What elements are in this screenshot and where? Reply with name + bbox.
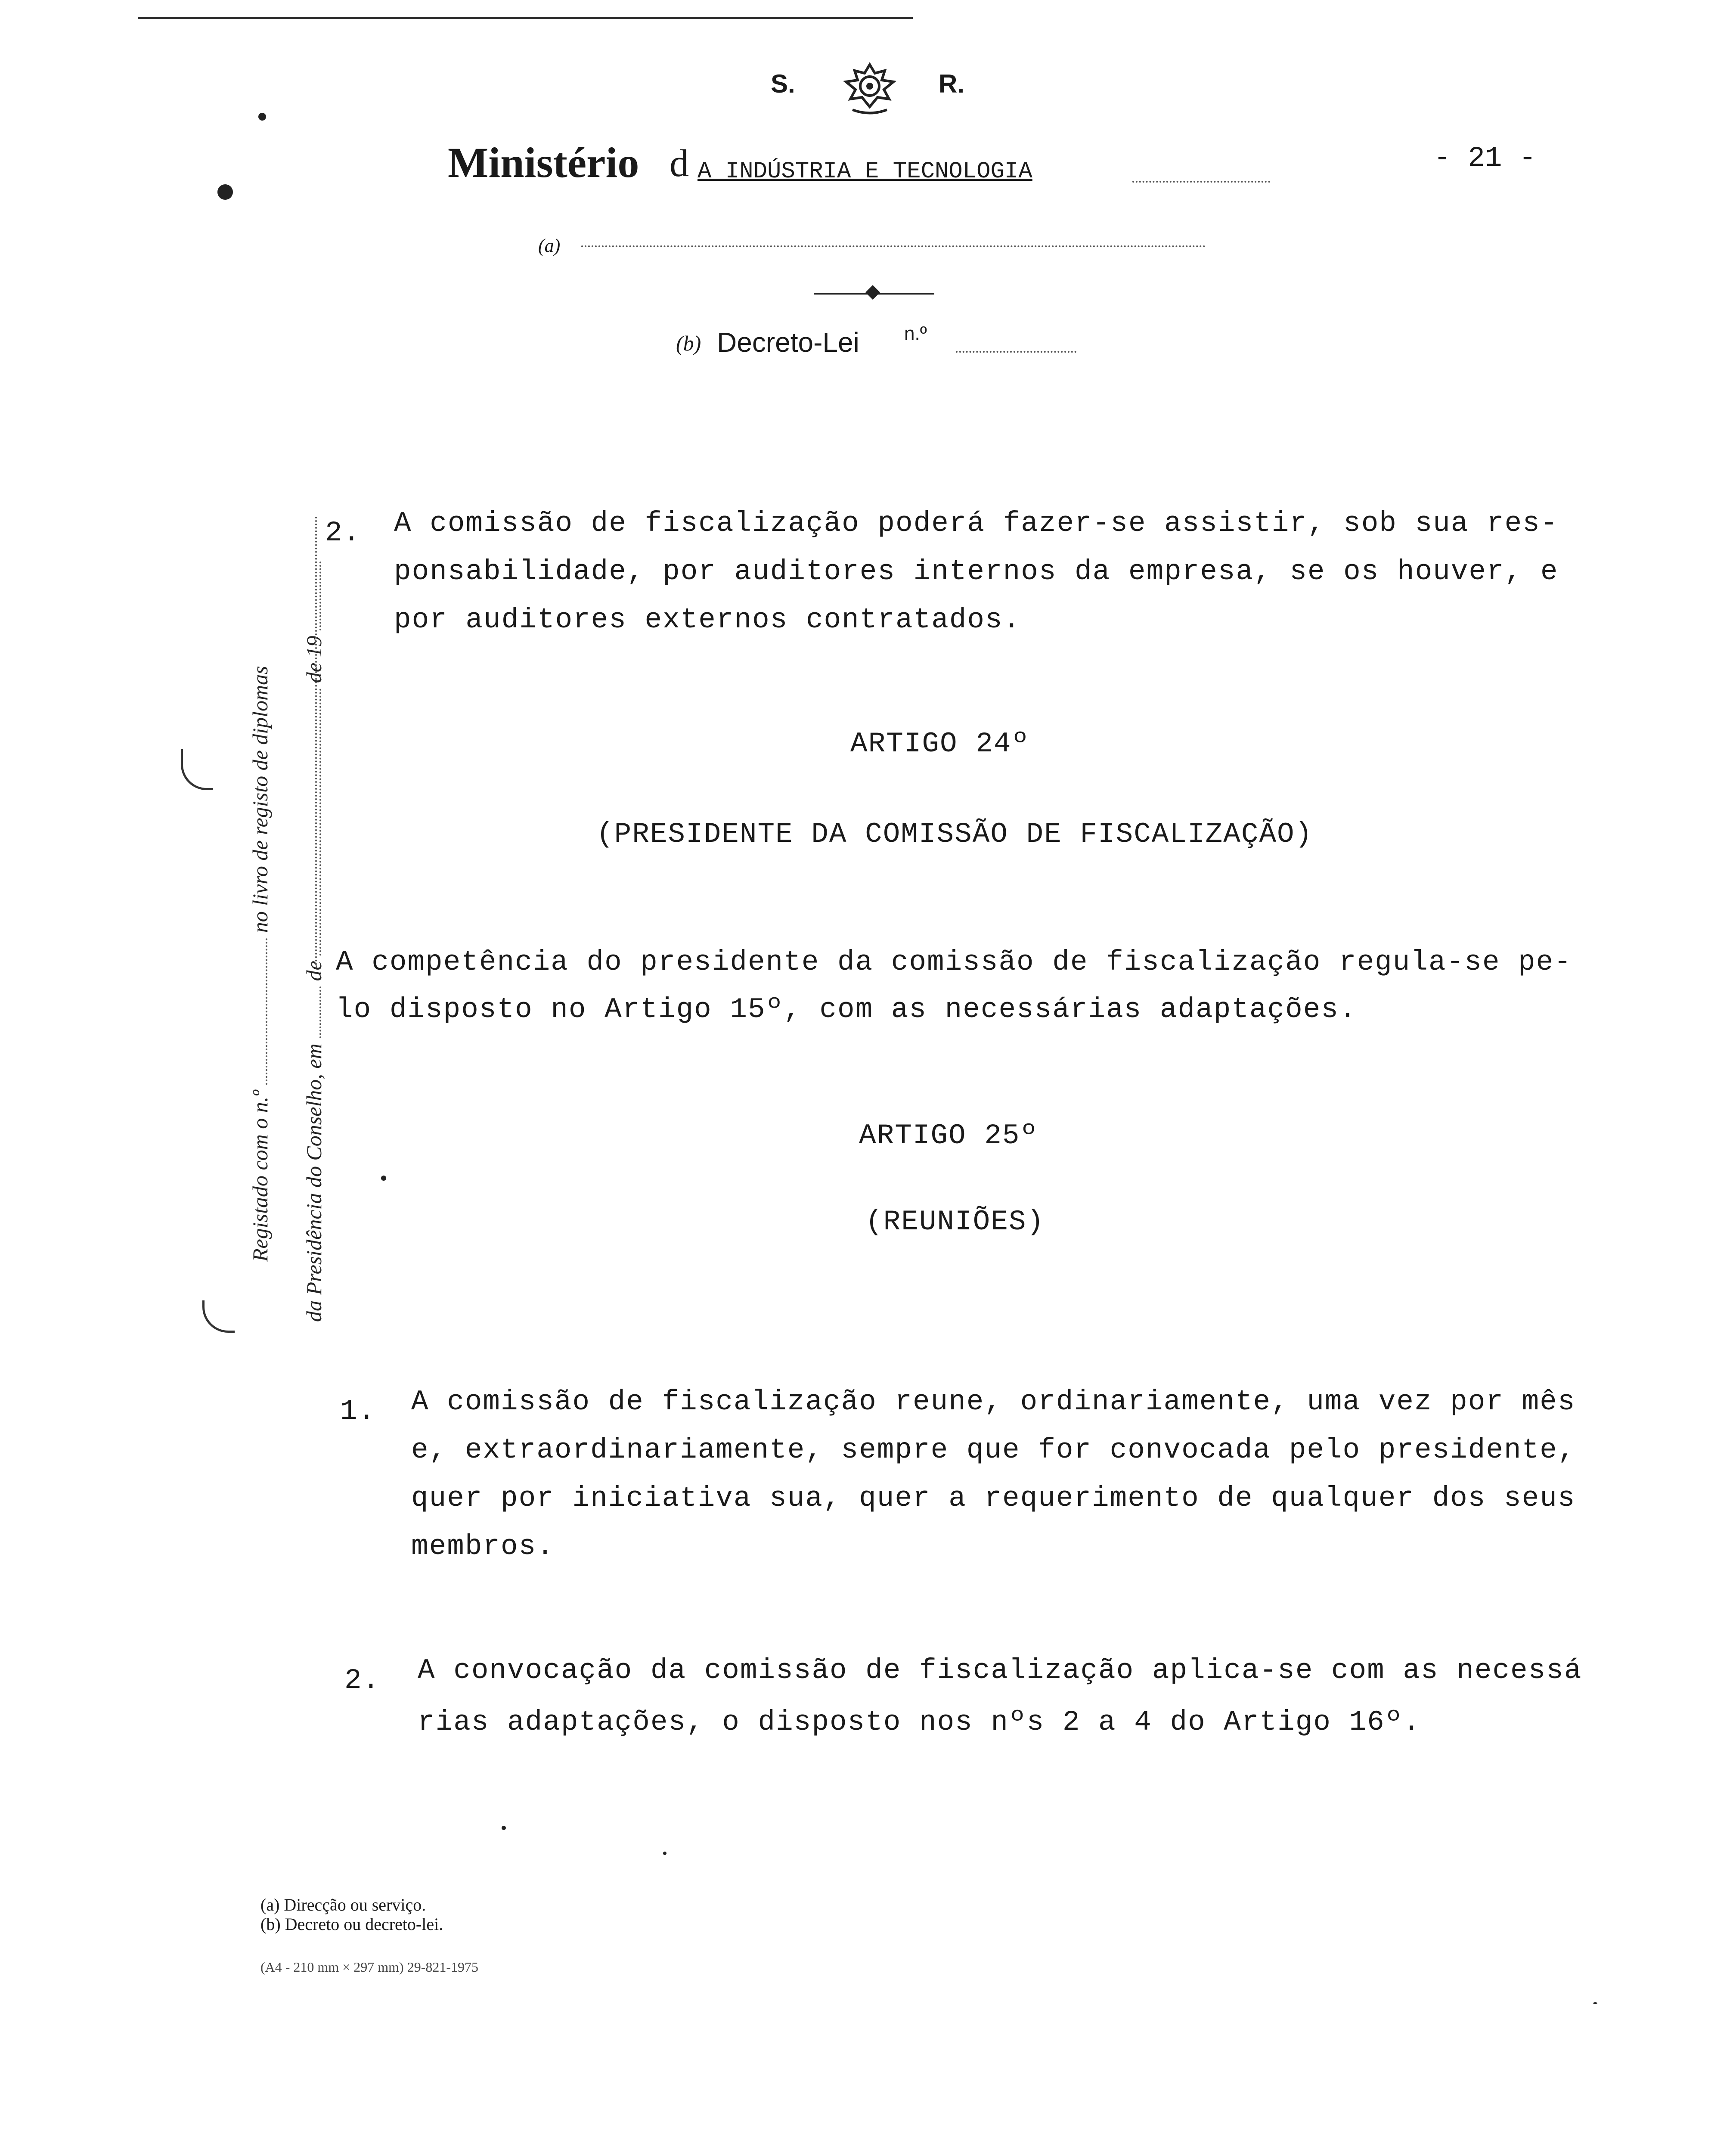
article-25-heading: (REUNIÕES) [865, 1206, 1045, 1238]
top-rule [138, 17, 913, 19]
scan-speck [217, 184, 233, 200]
print-info: (A4 - 210 mm × 297 mm) 29-821-1975 [260, 1959, 478, 1975]
p1-number: 2. [325, 517, 361, 549]
article-24-text [336, 939, 1572, 1033]
item-1-number: 1. [340, 1395, 376, 1427]
field-a-marker: (a) [538, 235, 561, 256]
margin-bracket-bottom [202, 1300, 235, 1333]
item-1-line: e, extraordinariamente, sempre que for convocada pelo presidente, [411, 1434, 1576, 1466]
scan-speck [502, 1826, 506, 1830]
item-2-text [418, 1645, 1582, 1748]
scan-speck [663, 1852, 666, 1855]
scan-speck [381, 1176, 386, 1181]
header-initial-s: S. [771, 69, 795, 98]
p1-line: por auditores externos contratados. [394, 604, 1021, 636]
scan-speck [258, 113, 266, 121]
article-24-heading: (PRESIDENTE DA COMISSÃO DE FISCALIZAÇÃO) [596, 818, 1313, 850]
item-2-line: rias adaptações, o disposto nos nºs 2 a 4 do Artigo 16º. [418, 1706, 1421, 1738]
item-1-text [411, 1378, 1575, 1571]
margin-bracket-top [181, 749, 213, 790]
decree-label: Decreto-Lei [717, 327, 859, 358]
item-2-number: 2. [344, 1664, 381, 1697]
register-line-1: Registado com o n.º no livro de registo de diplomas [248, 666, 272, 1262]
article-24-line: lo disposto no Artigo 15º, com as necessárias adaptações. [336, 993, 1357, 1026]
item-2-line: A convocação da comissão de fiscalização aplica-se com as necessá [418, 1654, 1582, 1687]
article-24-title: ARTIGO 24º [850, 728, 1030, 760]
field-b-marker: (b) [676, 331, 701, 355]
decree-number-label: n.º [904, 323, 927, 344]
scan-speck [1593, 2002, 1597, 2004]
register-line-2: da Presidência do Conselho, em de de 19 [301, 562, 326, 1322]
ministry-dotted-line [1132, 181, 1270, 183]
decree-dotted-line [956, 351, 1076, 353]
ministry-prefix: d [670, 142, 689, 185]
footnote-a: (a) Direcção ou serviço. [260, 1895, 426, 1914]
ministry-word: Ministério [448, 139, 639, 186]
coat-of-arms-icon [827, 56, 913, 121]
page-number: - 21 - [1434, 142, 1536, 174]
footnote-b: (b) Decreto ou decreto-lei. [260, 1914, 443, 1934]
article-24-line: A competência do presidente da comissão de fiscalização regula-se pe- [336, 946, 1572, 978]
item-1-line: A comissão de fiscalização reune, ordinariamente, uma vez por mês [411, 1386, 1576, 1418]
p1-line: A comissão de fiscalização poderá fazer-se assistir, sob sua res- [394, 507, 1559, 540]
p1-line: ponsabilidade, por auditores internos da empresa, se os houver, e [394, 555, 1559, 588]
divider-diamond-icon [865, 285, 880, 300]
item-1-line: quer por iniciativa sua, quer a requerimento de qualquer dos seus [411, 1482, 1576, 1514]
ministry-name: A INDÚSTRIA E TECNOLOGIA [698, 158, 1032, 185]
article-25-title: ARTIGO 25º [859, 1120, 1038, 1152]
field-a-dotted-line [581, 245, 1206, 247]
margin-vertical-rule [315, 517, 317, 969]
item-1-line: membros. [411, 1530, 555, 1563]
header-initial-r: R. [939, 69, 964, 98]
p1-text [394, 499, 1558, 644]
